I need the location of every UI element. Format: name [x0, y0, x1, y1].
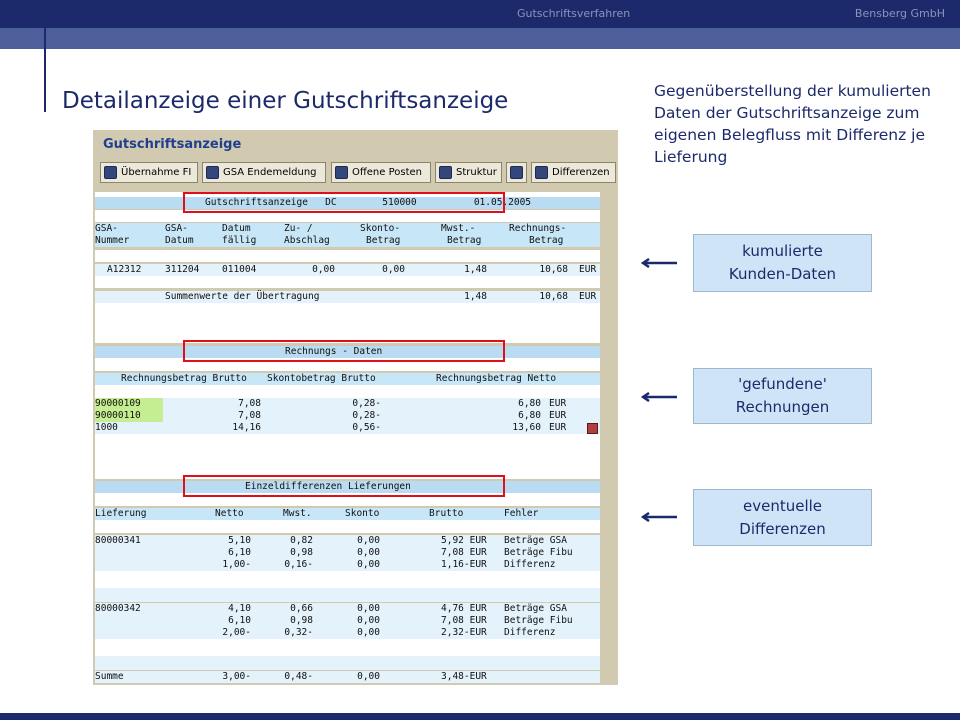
invoice-brutto: 7,08 [238, 410, 261, 421]
delivery-row[interactable] [95, 627, 600, 639]
arrow-left-icon [641, 258, 677, 268]
delivery-row[interactable] [95, 559, 600, 571]
section3-header-row [95, 508, 600, 520]
section1-header-row-1 [95, 223, 600, 235]
brutto: 7,08 EUR [441, 615, 487, 626]
transfer-icon [104, 166, 117, 179]
invoice-currency: EUR [549, 422, 567, 433]
fehler: Differenz [504, 627, 556, 638]
col-header: Netto [215, 508, 244, 519]
callout-line: Differenzen [739, 519, 826, 538]
netto: 6,10 [228, 615, 251, 626]
fehler: Beträge Fibu [504, 547, 573, 558]
invoice-total-label: 1000 [95, 422, 118, 433]
refresh-button[interactable] [506, 162, 527, 183]
skonto: 0,00 [357, 603, 380, 614]
brutto: 5,92 EUR [441, 535, 487, 546]
col-header: fällig [222, 235, 257, 246]
sap-window-title: Gutschriftsanzeige [103, 137, 242, 152]
callout-line: Kunden-Daten [728, 265, 837, 283]
invoice-row[interactable] [95, 398, 600, 410]
struktur-label: Struktur [456, 167, 497, 178]
spacer-row [95, 588, 600, 602]
callout-line: Rechnungen [735, 398, 830, 416]
row-detail-icon[interactable] [587, 423, 598, 434]
mwst: 0,98 [290, 615, 313, 626]
invoice-currency: EUR [549, 398, 567, 409]
zu-abschlag: 0,00 [312, 264, 335, 275]
delivery-number: 80000342 [95, 603, 141, 614]
callout-eventuelle-differenzen [693, 489, 872, 546]
skonto: 0,00 [357, 535, 380, 546]
invoice-brutto: 14,16 [232, 422, 261, 433]
invoice-skonto: 0,28- [352, 410, 381, 421]
delivery-row[interactable] [95, 615, 600, 627]
summe-row [95, 671, 600, 683]
fehler: Beträge Fibu [504, 615, 573, 626]
spacer-row [95, 639, 600, 656]
gsa-nummer: A12312 [107, 264, 142, 275]
callout-gefundene-rechnungen [693, 368, 872, 424]
brutto: 2,32-EUR [441, 627, 487, 638]
header-label: Gutschriftsverfahren [517, 7, 631, 20]
vertical-divider [44, 28, 46, 112]
differenzen-label: Differenzen [552, 167, 610, 178]
uebernahme-fi-label: Übernahme FI [121, 167, 192, 178]
open-items-icon [335, 166, 348, 179]
skonto: 0,00 [357, 547, 380, 558]
document-icon [535, 166, 548, 179]
highlight-box-rechnungsdaten [183, 340, 505, 362]
section1-banner: Gutschriftsanzeige DC 510000 01.05.2005 [205, 197, 532, 208]
spacer-row [95, 571, 600, 588]
invoice-netto: 6,80 [518, 398, 541, 409]
col-header: Betrag [529, 235, 564, 246]
section2-header-row [95, 373, 600, 385]
col-header: Abschlag [284, 235, 330, 246]
invoice-currency: EUR [549, 410, 567, 421]
col-header: Rechnungsbetrag Brutto [121, 373, 247, 384]
spacer-row [95, 656, 600, 670]
uebernahme-fi-button[interactable] [100, 162, 198, 183]
fehler: Beträge GSA [504, 603, 567, 614]
summe-mwst: 0,48- [284, 671, 313, 682]
summary-label: Summenwerte der Übertragung [165, 291, 320, 302]
invoice-number[interactable]: 90000110 [95, 410, 163, 422]
refresh-icon [510, 166, 523, 179]
struktur-button[interactable] [435, 162, 502, 183]
callout-kumulierte-kunden-daten [693, 234, 872, 292]
mwst-betrag: 1,48 [464, 264, 487, 275]
arrow-left-icon [641, 392, 677, 402]
fehler: Beträge GSA [504, 535, 567, 546]
header-band [0, 28, 960, 49]
spacer-row [95, 434, 600, 479]
delivery-row[interactable] [95, 535, 600, 547]
section1-header-row-2 [95, 235, 600, 247]
col-header: Lieferung [95, 508, 147, 519]
spacer-row [95, 385, 600, 398]
col-header: Nummer [95, 235, 130, 246]
delivery-number: 80000341 [95, 535, 141, 546]
col-header: Brutto [429, 508, 464, 519]
skonto: 0,00 [357, 615, 380, 626]
col-header: Skontobetrag Brutto [267, 373, 376, 384]
fehler: Differenz [504, 559, 556, 570]
col-header: Skonto [345, 508, 380, 519]
currency: EUR [579, 264, 597, 275]
summary-mwst: 1,48 [464, 291, 487, 302]
section1-data-row[interactable] [95, 264, 600, 276]
col-header: Mwst. [283, 508, 312, 519]
skonto: 0,00 [357, 559, 380, 570]
brutto: 4,76 EUR [441, 603, 487, 614]
netto: 6,10 [228, 547, 251, 558]
mwst: 0,32- [284, 627, 313, 638]
delivery-row[interactable] [95, 603, 600, 615]
summary-currency: EUR [579, 291, 597, 302]
slide-title: Detailanzeige einer Gutschriftsanzeige [62, 88, 509, 114]
netto: 4,10 [228, 603, 251, 614]
col-header: Fehler [504, 508, 539, 519]
col-header: Mwst.- [441, 223, 476, 234]
gsa-endemeldung-button[interactable] [202, 162, 326, 183]
skonto: 0,00 [357, 627, 380, 638]
delivery-row[interactable] [95, 547, 600, 559]
summe-label: Summe [95, 671, 124, 682]
callout-line: kumulierte [742, 242, 823, 260]
structure-icon [439, 166, 452, 179]
offene-posten-label: Offene Posten [352, 167, 422, 178]
netto: 1,00- [222, 559, 251, 570]
skonto-betrag: 0,00 [382, 264, 405, 275]
col-header: Datum [222, 223, 251, 234]
summe-brutto: 3,48-EUR [441, 671, 487, 682]
rechnungs-betrag: 10,68 [539, 264, 568, 275]
mwst: 0,16- [284, 559, 313, 570]
spacer-row [95, 276, 600, 288]
col-header: Skonto- [360, 223, 401, 234]
col-header: GSA- [165, 223, 188, 234]
mwst: 0,82 [290, 535, 313, 546]
section1-summary-row [95, 291, 600, 303]
netto: 2,00- [222, 627, 251, 638]
slide-description: Gegenüberstellung der kumulierten Daten der Gutschriftsanzeige zum eigenen Belegfluss mit Differenz je Lieferung [654, 82, 931, 166]
section2-banner: Rechnungs - Daten [285, 346, 383, 357]
mwst: 0,98 [290, 547, 313, 558]
summary-betrag: 10,68 [539, 291, 568, 302]
brutto: 1,16-EUR [441, 559, 487, 570]
callout-line: 'gefundene' [738, 375, 827, 393]
summe-netto: 3,00- [222, 671, 251, 682]
invoice-number[interactable]: 90000109 [95, 398, 163, 410]
col-header: Rechnungs- [509, 223, 567, 234]
datum-faellig: 011004 [222, 264, 257, 275]
offene-posten-button[interactable] [331, 162, 431, 183]
spacer-row [95, 520, 600, 533]
differenzen-button[interactable] [531, 162, 616, 183]
invoice-skonto: 0,56- [352, 422, 381, 433]
gsa-datum: 311204 [165, 264, 200, 275]
sap-window [93, 130, 618, 685]
invoice-netto: 6,80 [518, 410, 541, 421]
spacer-row [95, 303, 600, 343]
summe-skonto: 0,00 [357, 671, 380, 682]
col-header: Betrag [447, 235, 482, 246]
highlight-box-einzeldifferenzen [183, 475, 505, 497]
invoice-skonto: 0,28- [352, 398, 381, 409]
top-bar [0, 0, 960, 28]
col-header: Betrag [366, 235, 401, 246]
brutto: 7,08 EUR [441, 547, 487, 558]
highlight-box-gutschriftsanzeige [183, 192, 505, 213]
company-name: Bensberg GmbH [854, 7, 945, 20]
mwst: 0,66 [290, 603, 313, 614]
arrow-left-icon [641, 512, 677, 522]
netto: 5,10 [228, 535, 251, 546]
spacer-row [95, 250, 600, 262]
lock-icon [206, 166, 219, 179]
gsa-endemeldung-label: GSA Endemeldung [223, 167, 317, 178]
invoice-brutto: 7,08 [238, 398, 261, 409]
invoice-total-row [95, 422, 600, 434]
col-header: GSA- [95, 223, 118, 234]
col-header: Zu- / [284, 223, 313, 234]
sap-toolbar [100, 162, 616, 184]
sap-list-output [95, 192, 600, 685]
callout-line: eventuelle [742, 496, 823, 515]
bottom-bar [0, 713, 960, 720]
col-header: Rechnungsbetrag Netto [436, 373, 557, 384]
col-header: Datum [165, 235, 194, 246]
invoice-row[interactable] [95, 410, 600, 422]
section3-banner: Einzeldifferenzen Lieferungen [245, 481, 411, 492]
invoice-netto: 13,60 [512, 422, 541, 433]
